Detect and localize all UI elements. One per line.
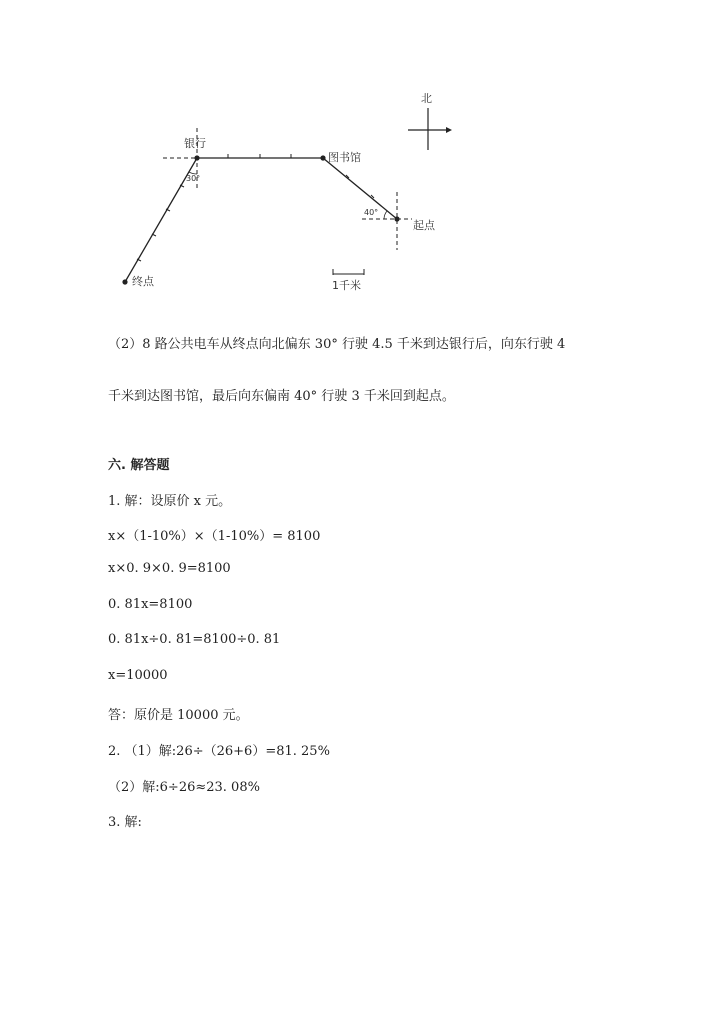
bank-point bbox=[194, 155, 199, 160]
scale-bar bbox=[333, 269, 364, 275]
answer2-part1: 2. （1）解:26÷（26+6）=81. 25% bbox=[108, 744, 330, 759]
ticks-library-start bbox=[346, 175, 374, 198]
bank-label: 银行 bbox=[184, 137, 206, 150]
answer2-part2: （2）解:6÷26≈23. 08% bbox=[108, 780, 260, 795]
library-point bbox=[320, 155, 325, 160]
answer1-intro: 1. 解：设原价 x 元。 bbox=[108, 494, 232, 509]
answer3-intro: 3. 解: bbox=[108, 815, 142, 830]
answer1-equation1: x×（1-10%）×（1-10%）= 8100 bbox=[108, 529, 321, 544]
route-diagram bbox=[0, 0, 720, 300]
angle-label-bank: 30° bbox=[186, 174, 201, 183]
end-label: 终点 bbox=[132, 275, 154, 288]
scale-label: 1千米 bbox=[332, 279, 361, 292]
angle-arc-start bbox=[384, 211, 387, 219]
answer1-equation5: x=10000 bbox=[108, 668, 168, 683]
answer1-equation3: 0. 81x=8100 bbox=[108, 597, 193, 612]
compass-arrow-east bbox=[446, 127, 452, 133]
start-label: 起点 bbox=[413, 219, 435, 232]
answer1-equation4: 0. 81x÷0. 81=8100÷0. 81 bbox=[108, 632, 281, 647]
route-description-line2: 千米到达图书馆，最后向东偏南 40° 行驶 3 千米回到起点。 bbox=[108, 389, 455, 404]
answer1-equation2: x×0. 9×0. 9=8100 bbox=[108, 561, 231, 576]
start-point bbox=[394, 216, 399, 221]
answer1-final: 答：原价是 10000 元。 bbox=[108, 708, 249, 723]
section-title: 六. 解答题 bbox=[108, 458, 170, 473]
north-label: 北 bbox=[421, 92, 432, 105]
route-description-line1: （2）8 路公共电车从终点向北偏东 30° 行驶 4.5 千米到达银行后，向东行驶 4 bbox=[108, 337, 566, 352]
route-library-to-start bbox=[323, 158, 397, 219]
end-point bbox=[122, 279, 127, 284]
angle-label-start: 40° bbox=[364, 208, 379, 217]
library-label: 图书馆 bbox=[328, 151, 361, 164]
compass bbox=[408, 92, 452, 150]
